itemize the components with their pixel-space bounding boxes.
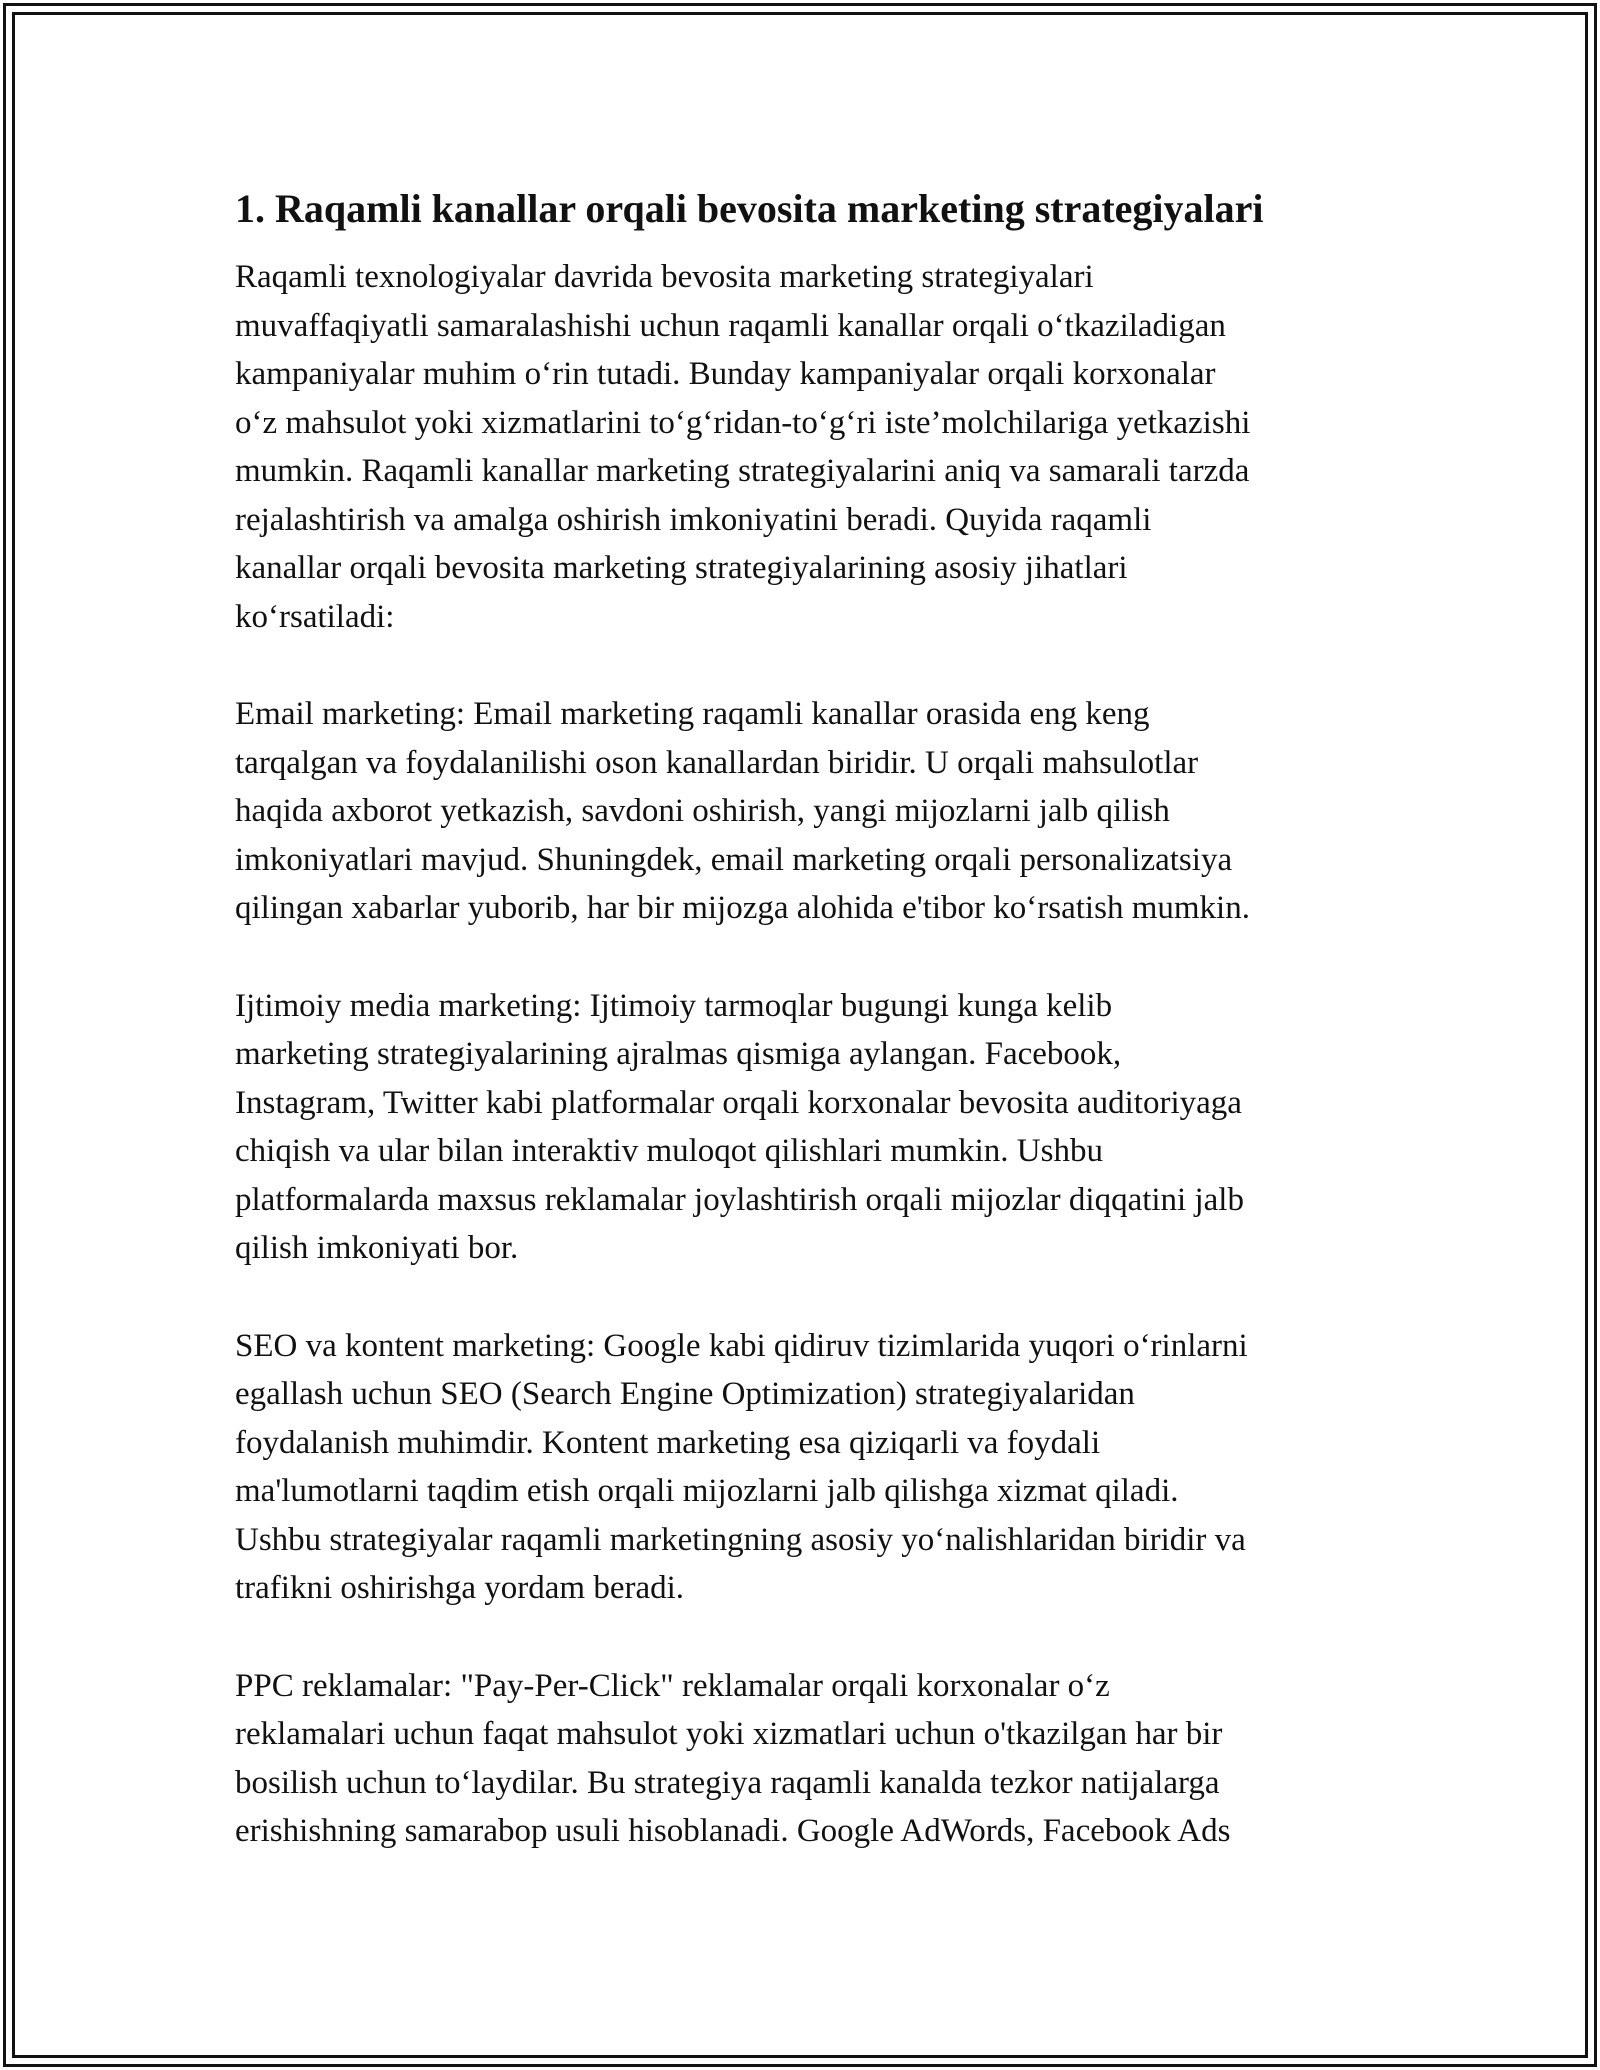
- text-line: Raqamli texnologiyalar davrida bevosita marketing strategiyalari: [235, 259, 1094, 295]
- section-heading: 1. Raqamli kanallar orqali bevosita marketing strategiyalari: [235, 186, 1264, 231]
- paragraph-email-marketing: [235, 690, 1395, 933]
- text-line: o‘z mahsulot yoki xizmatlarini to‘g‘ridan-to‘g‘ri iste’molchilariga yetkazishi: [235, 404, 1251, 441]
- text-line: ma'lumotlarni taqdim etish orqali mijozlarni jalb qilishga xizmat qiladi.: [235, 1473, 1179, 1509]
- text-line: PPC reklamalar: "Pay-Per-Click" reklamalar orqali korxonalar o‘z: [235, 1667, 1110, 1704]
- text-line: haqida axborot yetkazish, savdoni oshirish, yangi mijozlarni jalb qilish: [235, 793, 1170, 829]
- text-line: bosilish uchun to‘laydilar. Bu strategiya raqamli kanalda tezkor natijalarga: [235, 1764, 1220, 1801]
- text-line: Email marketing: Email marketing raqamli kanallar orasida eng keng: [235, 696, 1150, 732]
- text-line: tarqalgan va foydalanilishi oson kanallardan biridir. U orqali mahsulotlar: [235, 744, 1199, 781]
- text-line: SEO va kontent marketing: Google kabi qidiruv tizimlarida yuqori o‘rinlarni: [235, 1327, 1248, 1364]
- text-line: qilish imkoniyati bor.: [235, 1230, 519, 1266]
- text-line: marketing strategiyalarining ajralmas qismiga aylangan. Facebook,: [235, 1036, 1122, 1072]
- text-line: qilingan xabarlar yuborib, har bir mijozga alohida e'tibor ko‘rsatish mumkin.: [235, 890, 1250, 926]
- text-line: rejalashtirish va amalga oshirish imkoniyatini beradi. Quyida raqamli: [235, 501, 1152, 538]
- text-line: platformalarda maxsus reklamalar joylashtirish orqali mijozlar diqqatini jalb: [235, 1181, 1244, 1218]
- text-line: muvaffaqiyatli samaralashishi uchun raqamli kanallar orqali o‘tkaziladigan: [235, 307, 1226, 344]
- text-line: trafikni oshirishga yordam beradi.: [235, 1570, 685, 1606]
- text-line: erishishning samarabop usuli hisoblanadi. Google AdWords, Facebook Ads: [235, 1813, 1231, 1849]
- paragraph-seo-content-marketing: [235, 1322, 1395, 1613]
- text-line: Instagram, Twitter kabi platformalar orqali korxonalar bevosita auditoriyaga: [235, 1084, 1242, 1121]
- text-line: mumkin. Raqamli kanallar marketing strategiyalarini aniq va samarali tarzda: [235, 453, 1250, 489]
- text-line: chiqish va ular bilan interaktiv muloqot qilishlari mumkin. Ushbu: [235, 1133, 1103, 1169]
- text-line: kanallar orqali bevosita marketing strategiyalarining asosiy jihatlari: [235, 550, 1128, 586]
- text-line: egallash uchun SEO (Search Engine Optimization) strategiyalaridan: [235, 1376, 1135, 1412]
- paragraph-intro: [235, 253, 1395, 641]
- paragraph-social-media-marketing: [235, 982, 1395, 1273]
- text-line: Ushbu strategiyalar raqamli marketingning asosiy yo‘nalishlaridan biridir va: [235, 1521, 1246, 1558]
- text-line: foydalanish muhimdir. Kontent marketing esa qiziqarli va foydali: [235, 1424, 1101, 1461]
- text-line: ko‘rsatiladi:: [235, 598, 395, 635]
- text-line: kampaniyalar muhim o‘rin tutadi. Bunday kampaniyalar orqali korxonalar: [235, 356, 1216, 392]
- text-line: imkoniyatlari mavjud. Shuningdek, email marketing orqali personalizatsiya: [235, 841, 1233, 878]
- paragraph-ppc-ads: [235, 1662, 1395, 1856]
- text-line: reklamalari uchun faqat mahsulot yoki xizmatlari uchun o'tkazilgan har bir: [235, 1716, 1223, 1752]
- text-line: Ijtimoiy media marketing: Ijtimoiy tarmoqlar bugungi kunga kelib: [235, 987, 1113, 1024]
- document-body: [235, 185, 1395, 1856]
